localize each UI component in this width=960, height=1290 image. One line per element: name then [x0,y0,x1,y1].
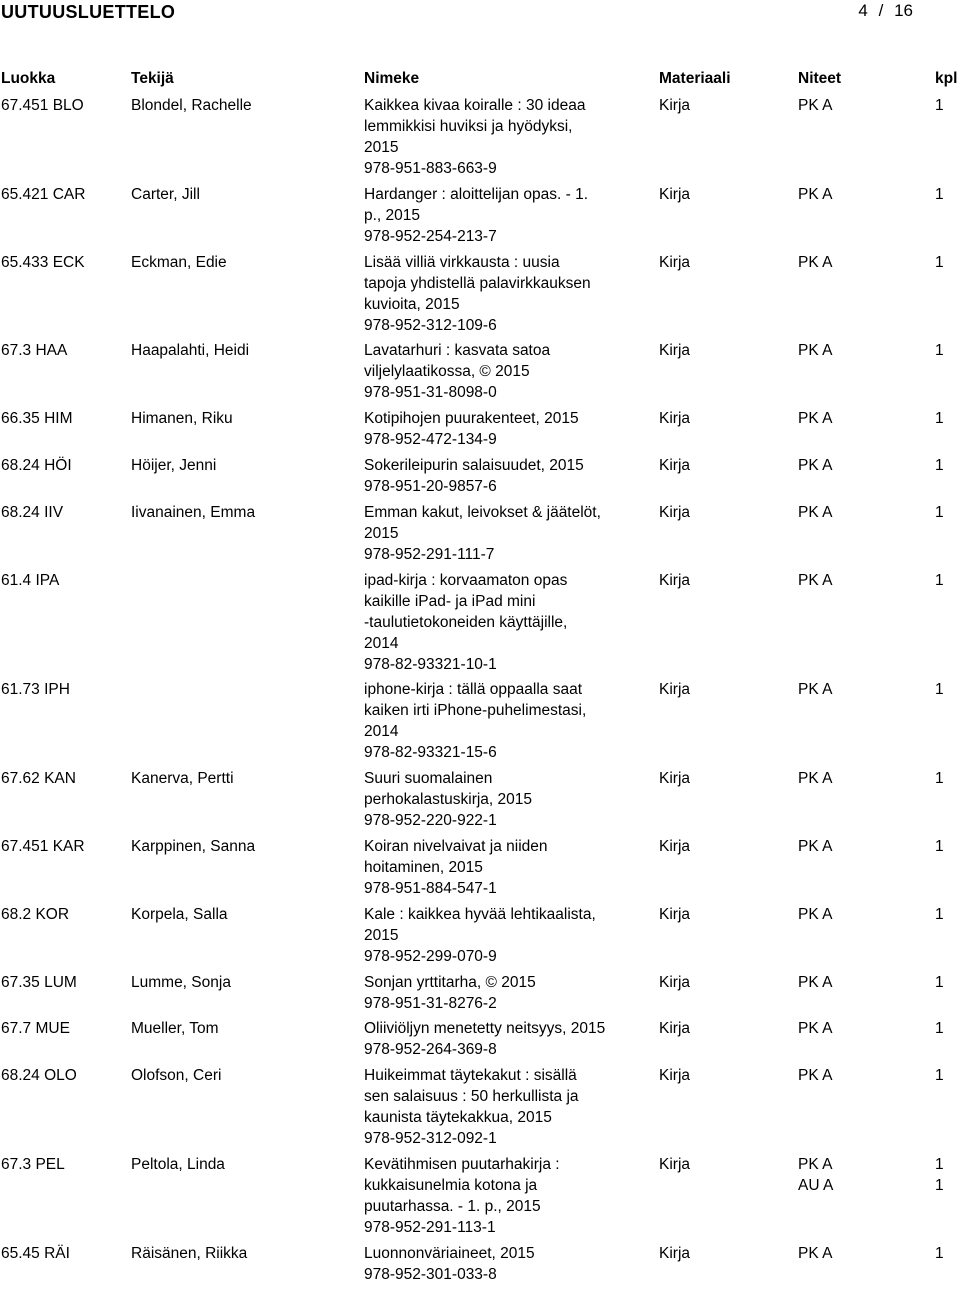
row-nimeke-line: Kevätihmisen puutarhakirja : [364,1155,560,1173]
row-nimeke [364,502,626,565]
row-niteet-value: PK A [798,973,833,991]
row-nimeke-line: Kale : kaikkea hyvää lehtikaalista, [364,905,596,923]
row-nimeke [364,836,626,899]
row-niteet [798,1243,832,1264]
row-niteet [798,1018,832,1039]
row-nimeke-line: 978-952-220-922-1 [364,812,497,830]
catalog-row [0,836,960,899]
row-nimeke-line: 2014 [364,723,399,741]
row-luokka: 67.7 MUE [1,1020,70,1038]
row-nimeke-line: Lisää villiä virkkausta : uusia [364,253,560,271]
catalog-list [0,95,960,1290]
row-nimeke-line: Sokerileipurin salaisuudet, 2015 [364,456,584,474]
row-niteet-value: PK A [798,1067,833,1085]
row-nimeke-line: viljelylaatikossa, © 2015 [364,363,530,381]
row-nimeke [364,1243,626,1285]
row-luokka: 68.2 KOR [1,905,70,923]
row-luokka: 67.451 BLO [1,97,84,114]
row-kpl-value: 1 [935,571,944,589]
row-materiaali: Kirja [659,342,691,360]
row-niteet-value: PK A [798,97,833,114]
row-nimeke-line: kaunista täytekakkua, 2015 [364,1109,552,1127]
row-tekija: Höijer, Jenni [131,456,217,474]
row-materiaali: Kirja [659,905,691,923]
row-luokka: 66.35 HIM [1,410,73,428]
row-niteet [798,502,832,523]
row-tekija: Iivanainen, Emma [131,503,256,521]
row-luokka: 67.62 KAN [1,770,76,788]
row-nimeke-line: Sonjan yrttitarha, © 2015 [364,973,536,991]
row-niteet [798,455,832,476]
row-nimeke [364,95,626,179]
row-kpl-value: 1 [935,97,944,114]
catalog-row [0,252,960,336]
column-header-materiaali: Materiaali [659,70,731,87]
row-materiaali: Kirja [659,253,691,271]
row-nimeke-line: 978-951-884-547-1 [364,879,497,897]
row-niteet-value: PK A [798,770,833,788]
row-nimeke [364,768,626,831]
column-header-niteet: Niteet [798,70,842,87]
row-niteet-value: PK A [798,1244,833,1262]
row-niteet [798,95,832,116]
row-niteet-value: PK A [798,681,833,699]
catalog-row [0,1243,960,1285]
row-materiaali: Kirja [659,571,691,589]
row-nimeke-line: 978-82-93321-15-6 [364,744,497,762]
row-luokka: 65.433 ECK [1,253,85,271]
row-nimeke [364,679,626,763]
row-nimeke [364,1065,626,1149]
row-nimeke-line: Kotipihojen puurakenteet, 2015 [364,410,579,428]
row-kpl-value: 1 [935,253,944,271]
row-kpl-value: 1 [935,1020,944,1038]
row-niteet [798,836,832,857]
row-nimeke-line: kuvioita, 2015 [364,295,460,313]
catalog-row [0,340,960,403]
row-niteet-value: PK A [798,571,833,589]
row-nimeke-line: Koiran nivelvaivat ja niiden [364,837,548,855]
row-materiaali: Kirja [659,837,691,855]
row-nimeke-line: -taulutietokoneiden käyttäjille, [364,613,568,631]
catalog-row [0,1065,960,1149]
row-nimeke-line: 2015 [364,139,399,156]
row-niteet-value: PK A [798,837,833,855]
row-niteet [798,768,832,789]
row-nimeke-line: 978-952-312-109-6 [364,316,497,334]
row-nimeke-line: Luonnonväriaineet, 2015 [364,1244,535,1262]
row-niteet [798,252,832,273]
row-luokka: 68.24 OLO [1,1067,77,1085]
row-nimeke-line: puutarhassa. - 1. p., 2015 [364,1197,541,1215]
column-header-tekija: Tekijä [131,70,174,87]
catalog-row [0,1018,960,1060]
row-luokka: 65.45 RÄI [1,1244,70,1262]
row-luokka: 61.73 IPH [1,681,70,699]
row-materiaali: Kirja [659,973,691,991]
row-niteet [798,679,832,700]
row-kpl-value: 1 [935,1244,944,1262]
row-kpl [935,1243,944,1264]
catalog-row [0,570,960,675]
row-kpl-value: 1 [935,1176,944,1194]
row-tekija: Mueller, Tom [131,1020,219,1038]
row-luokka: 68.24 IIV [1,503,64,521]
row-luokka: 67.3 HAA [1,342,68,360]
row-kpl [935,502,944,523]
row-nimeke-line: perhokalastuskirja, 2015 [364,791,533,809]
catalog-row [0,502,960,565]
row-luokka: 67.35 LUM [1,973,77,991]
row-niteet-value: AU A [798,1176,834,1194]
row-tekija: Karppinen, Sanna [131,837,256,855]
row-nimeke [364,252,626,336]
row-nimeke-line: kaiken irti iPhone-puhelimestasi, [364,702,587,720]
row-materiaali: Kirja [659,1067,691,1085]
row-tekija: Himanen, Riku [131,410,233,428]
row-nimeke [364,340,626,403]
row-nimeke-line: 978-951-883-663-9 [364,160,497,177]
row-nimeke [364,1154,626,1238]
row-kpl [935,455,944,476]
row-kpl-value: 1 [935,185,944,203]
row-luokka: 65.421 CAR [1,185,86,203]
row-nimeke-line: 978-952-264-369-8 [364,1041,497,1059]
catalog-row [0,95,960,179]
row-nimeke-line: lemmikkisi huviksi ja hyödyksi, [364,118,573,135]
row-kpl [935,1018,944,1039]
row-nimeke-line: 978-951-20-9857-6 [364,477,497,495]
row-nimeke-line: 2015 [364,524,399,542]
column-header-row [0,68,960,90]
row-nimeke [364,570,626,675]
row-tekija: Räisänen, Riikka [131,1244,248,1262]
row-tekija: Haapalahti, Heidi [131,342,250,360]
row-luokka: 61.4 IPA [1,571,60,589]
page-header [0,0,960,24]
catalog-row [0,904,960,967]
row-niteet [798,408,832,429]
row-nimeke-line: sen salaisuus : 50 herkullista ja [364,1088,579,1106]
row-nimeke-line: 978-952-301-033-8 [364,1265,497,1283]
row-nimeke-line: Huikeimmat täytekakut : sisällä [364,1067,577,1085]
row-niteet-value: PK A [798,342,833,360]
row-nimeke-line: 978-952-472-134-9 [364,431,497,449]
row-luokka: 67.3 PEL [1,1155,65,1173]
catalog-row [0,679,960,763]
row-kpl [935,904,944,925]
row-nimeke-line: hoitaminen, 2015 [364,858,483,876]
row-nimeke [364,455,626,497]
row-materiaali: Kirja [659,503,691,521]
row-tekija: Lumme, Sonja [131,973,231,991]
row-nimeke [364,1018,626,1060]
catalog-row [0,455,960,497]
row-kpl [935,836,944,857]
row-nimeke [364,904,626,967]
row-nimeke-line: kukkaisunelmia kotona ja [364,1176,538,1194]
row-nimeke [364,972,626,1014]
row-tekija: Korpela, Salla [131,905,228,923]
row-materiaali: Kirja [659,1244,691,1262]
row-materiaali: Kirja [659,456,691,474]
row-nimeke-line: 978-952-254-213-7 [364,227,497,245]
row-kpl [935,768,944,789]
row-materiaali: Kirja [659,1155,691,1173]
row-tekija: Olofson, Ceri [131,1067,222,1085]
row-niteet [798,972,832,993]
row-nimeke-line: 978-952-291-113-1 [364,1218,496,1236]
row-kpl-value: 1 [935,342,944,360]
row-niteet-value: PK A [798,1020,833,1038]
row-tekija: Kanerva, Pertti [131,770,234,788]
row-tekija: Carter, Jill [131,185,200,203]
row-kpl [935,340,944,361]
row-kpl [935,184,944,205]
row-nimeke-line: 978-82-93321-10-1 [364,655,497,673]
row-niteet-value: PK A [798,503,833,521]
row-niteet-value: PK A [798,1155,833,1173]
catalog-row [0,1154,960,1238]
column-header-luokka: Luokka [1,70,56,87]
row-nimeke [364,408,626,450]
row-nimeke-line: Suuri suomalainen [364,770,493,788]
page-current: 4 [858,1,868,20]
row-kpl [935,570,944,591]
row-kpl-value: 1 [935,837,944,855]
row-tekija: Peltola, Linda [131,1155,225,1173]
page-separator: / [878,1,884,20]
catalog-row [0,408,960,450]
row-luokka: 68.24 HÖI [1,456,72,474]
row-tekija: Eckman, Edie [131,253,227,271]
row-nimeke-line: 978-952-291-111-7 [364,545,495,563]
row-niteet-value: PK A [798,410,833,428]
row-nimeke-line: Hardanger : aloittelijan opas. - 1. [364,185,589,203]
row-nimeke-line: Emman kakut, leivokset & jäätelöt, [364,503,601,521]
row-niteet [798,570,832,591]
row-kpl-value: 1 [935,503,944,521]
row-nimeke-line: iphone-kirja : tällä oppaalla saat [364,681,582,699]
row-niteet-value: PK A [798,905,833,923]
row-kpl [935,972,944,993]
row-nimeke-line: 2015 [364,926,399,944]
row-kpl-value: 1 [935,1155,944,1173]
row-nimeke-line: 2014 [364,634,399,652]
row-nimeke-line: kaikille iPad- ja iPad mini [364,592,536,610]
row-nimeke [364,184,626,247]
row-luokka: 67.451 KAR [1,837,85,855]
row-kpl-value: 1 [935,456,944,474]
row-materiaali: Kirja [659,1020,691,1038]
row-materiaali: Kirja [659,97,691,114]
row-kpl [935,95,944,116]
row-nimeke-line: 978-952-299-070-9 [364,947,497,965]
row-niteet-value: PK A [798,185,833,203]
row-kpl [935,408,944,429]
column-header-nimeke: Nimeke [364,70,420,87]
row-nimeke-line: Oliiviöljyn menetetty neitsyys, 2015 [364,1020,606,1038]
row-nimeke-line: p., 2015 [364,206,421,224]
row-nimeke-line: 978-951-31-8276-2 [364,994,497,1012]
row-nimeke-line: tapoja yhdistellä palavirkkauksen [364,274,591,292]
row-nimeke-line: Lavatarhuri : kasvata satoa [364,342,551,360]
catalog-row [0,184,960,247]
row-niteet [798,184,832,205]
row-nimeke-line: ipad-kirja : korvaamaton opas [364,571,568,589]
row-materiaali: Kirja [659,185,691,203]
row-kpl-value: 1 [935,681,944,699]
row-materiaali: Kirja [659,681,691,699]
row-materiaali: Kirja [659,770,691,788]
row-nimeke-line: 978-952-312-092-1 [364,1130,497,1148]
row-niteet [798,1065,832,1086]
catalog-row [0,972,960,1014]
page-total: 16 [894,1,913,20]
row-kpl [935,252,944,273]
catalog-row [0,768,960,831]
row-kpl [935,679,944,700]
row-niteet-value: PK A [798,253,833,271]
row-kpl-value: 1 [935,770,944,788]
row-gap [0,1285,960,1290]
column-header-kpl: kpl [935,70,958,87]
row-kpl [935,1065,944,1086]
row-niteet [798,1154,833,1196]
row-kpl-value: 1 [935,1067,944,1085]
row-kpl [935,1154,944,1196]
row-niteet [798,904,832,925]
row-kpl-value: 1 [935,905,944,923]
row-niteet-value: PK A [798,456,833,474]
row-tekija: Blondel, Rachelle [131,97,252,114]
row-nimeke-line: 978-951-31-8098-0 [364,384,497,402]
row-nimeke-line: Kaikkea kivaa koiralle : 30 ideaa [364,97,586,114]
row-niteet [798,340,832,361]
row-kpl-value: 1 [935,410,944,428]
document-title: UUTUUSLUETTELO [1,2,176,22]
row-materiaali: Kirja [659,410,691,428]
row-kpl-value: 1 [935,973,944,991]
page-indicator [858,0,913,22]
